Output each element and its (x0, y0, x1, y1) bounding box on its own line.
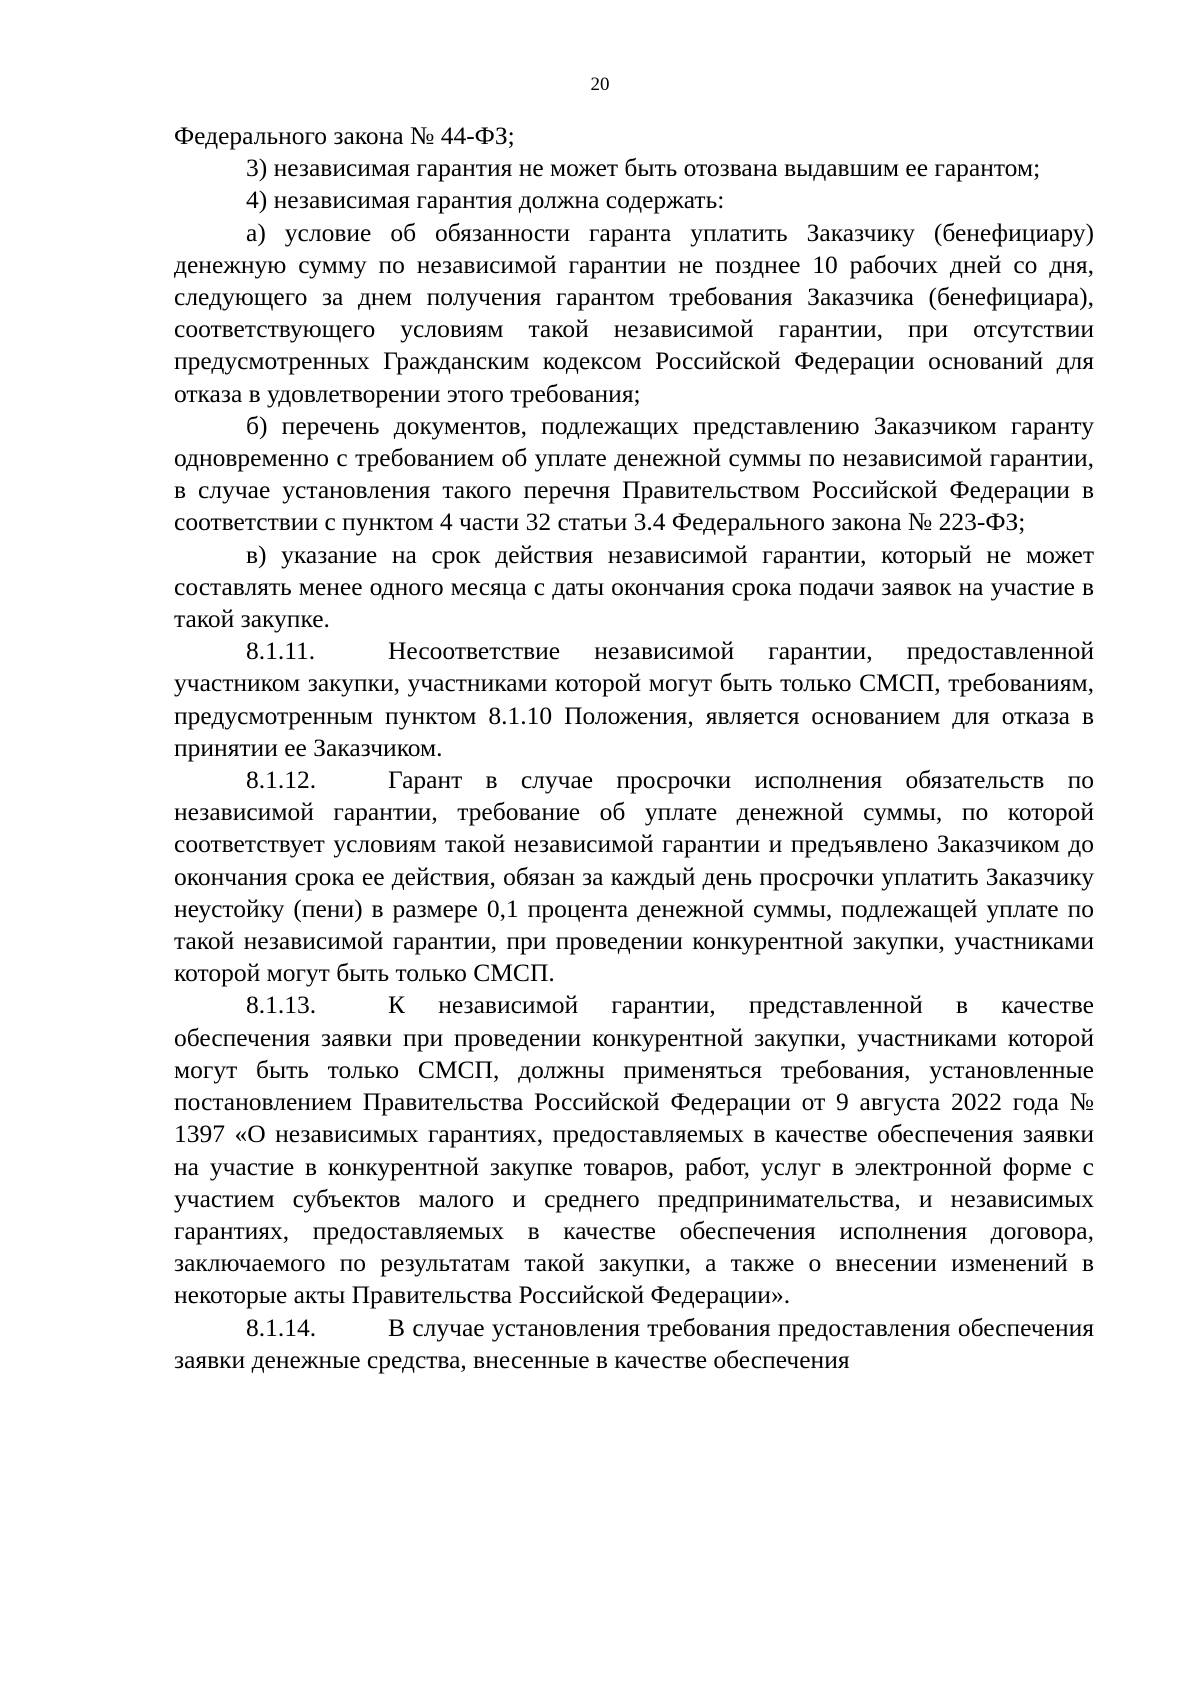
paragraph-text: а) условие об обязанности гаранта уплатить Заказчику (бенефициару) денежную сумму по независимой гарантии не позднее 10 рабочих дней со дня, следующего за днем получения гарантом требования Заказчика (бенефициара), соответствующего условиям такой независимой гарантии, при отсутствии предусмотренных Гражданским кодексом Российской Федерации оснований для отказа в удовлетворении этого требования; (174, 217, 1094, 408)
paragraph-text: Несоответствие независимой гарантии, предоставленной участником закупки, участниками которой могут быть только СМСП, требованиям, предусмотренным пунктом 8.1.10 Положения, является основанием для отказа в принятии ее Заказчиком. (174, 636, 1094, 762)
paragraph (174, 764, 1094, 989)
paragraph (174, 120, 1094, 152)
document-body (174, 120, 1094, 1376)
paragraph-text: 4) независимая гарантия должна содержать: (246, 185, 725, 215)
paragraph-text: К независимой гарантии, представленной в качестве обеспечения заявки при проведении конкурентной закупки, участниками которой могут быть только СМСП, должны применяться требования, установленные постановлением Правительства Российской Федерации от 9 августа 2022 года № 1397 «О независимых гарантиях, предоставляемых в качестве обеспечения заявки на участие в конкурентной закупке товаров, работ, услуг в электронной форме с участием субъектов малого и среднего предпринимательства, и независимых гарантиях, предоставляемых в качестве обеспечения исполнения договора, заключаемого по результатам такой закупки, а также о внесении изменений в некоторые акты Правительства Российской Федерации». (174, 990, 1094, 1310)
paragraph (174, 635, 1094, 764)
paragraph-text: б) перечень документов, подлежащих представлению Заказчиком гаранту одновременно с требованием об уплате денежной суммы по независимой гарантии, в случае установления такого перечня Правительством Российской Федерации в соответствии с пунктом 4 части 32 статьи 3.4 Федерального закона № 223-ФЗ; (174, 410, 1094, 537)
page-number: 20 (590, 74, 610, 95)
paragraph-text: В случае установления требования предоставления обеспечения заявки денежные средства, внесенные в качестве обеспечения (174, 1312, 1094, 1374)
paragraph (174, 989, 1094, 1311)
clause-number: 8.1.11. (246, 636, 316, 666)
paragraph (174, 1312, 1094, 1376)
paragraph (174, 217, 1094, 410)
paragraph (174, 184, 1094, 216)
paragraph-text: 3) независимая гарантия не может быть отозвана выдавшим ее гарантом; (246, 153, 1041, 183)
paragraph-text: в) указание на срок действия независимой гарантии, который не может составлять менее одного месяца с даты окончания срока подачи заявок на участие в такой закупке. (174, 539, 1094, 634)
paragraph (174, 152, 1094, 184)
clause-number: 8.1.13. (246, 990, 317, 1020)
paragraph-text: Федерального закона № 44-ФЗ; (174, 121, 515, 150)
paragraph-text: Гарант в случае просрочки исполнения обязательств по независимой гарантии, требование об уплате денежной суммы, по которой соответствует условиям такой независимой гарантии и предъявлено Заказчиком до окончания срока ее действия, обязан за каждый день просрочки уплатить Заказчику неустойку (пени) в размере 0,1 процента денежной суммы, подлежащей уплате по такой независимой гарантии, при проведении конкурентной закупки, участниками которой могут быть только СМСП. (174, 765, 1094, 988)
paragraph (174, 410, 1094, 539)
paragraph (174, 539, 1094, 636)
clause-number: 8.1.12. (246, 765, 317, 795)
clause-number: 8.1.14. (246, 1312, 317, 1342)
